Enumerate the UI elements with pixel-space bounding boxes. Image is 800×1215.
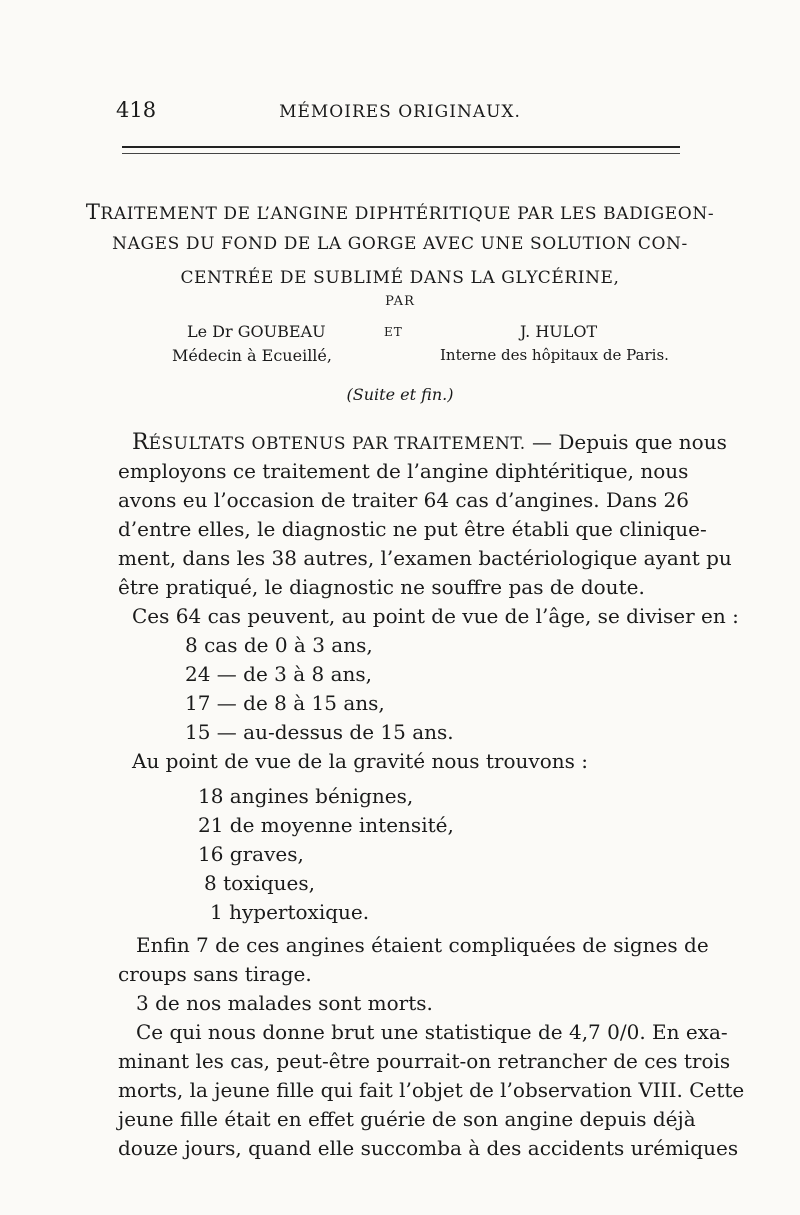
author-1-role: Médecin à Ecueillé, (172, 346, 332, 365)
list-item: 24 — de 3 à 8 ans, (185, 662, 373, 686)
continuation-note: (Suite et fin.) (346, 385, 454, 404)
header-rule-thick (122, 146, 680, 148)
article-title-line-1: TRAITEMENT DE L’ANGINE DIPHTÉRITIQUE PAR LES BADIGEON- (85, 200, 715, 224)
article-title-line-3: CENTRÉE DE SUBLIMÉ DANS LA GLYCÉRINE, (180, 268, 620, 288)
paragraph-line: ment, dans les 38 autres, l’examen bactériologique ayant pu (118, 546, 732, 570)
paragraph-line: employons ce traitement de l’angine diphtéritique, nous (118, 459, 689, 483)
list-item: 8 toxiques, (204, 871, 315, 895)
author-2-name: J. HULOT (520, 322, 598, 341)
paragraph-line: RÉSULTATS OBTENUS PAR TRAITEMENT. — Depuis que nous (132, 430, 727, 455)
article-title-line-2: NAGES DU FOND DE LA GORGE AVEC UNE SOLUTION CON- (112, 234, 688, 254)
paragraph-line: d’entre elles, le diagnostic ne put être établi que clinique- (118, 517, 707, 541)
paragraph-line: morts, la jeune fille qui fait l’objet de l’observation VIII. Cette (118, 1078, 745, 1102)
running-title: MÉMOIRES ORIGINAUX. (279, 102, 521, 122)
page-number: 418 (116, 98, 157, 122)
list-item: 15 — au-dessus de 15 ans. (185, 720, 454, 744)
author-1-name: Le Dr GOUBEAU (187, 322, 326, 341)
paragraph-line: Ces 64 cas peuvent, au point de vue de l’âge, se diviser en : (132, 604, 739, 628)
paragraph-line: avons eu l’occasion de traiter 64 cas d’angines. Dans 26 (118, 488, 689, 512)
list-item: 17 — de 8 à 15 ans, (185, 691, 385, 715)
list-item: 8 cas de 0 à 3 ans, (185, 633, 373, 657)
paragraph-line: minant les cas, peut-être pourrait-on retrancher de ces trois (118, 1049, 731, 1073)
list-item: 18 angines bénignes, (198, 784, 414, 808)
paragraph-line: douze jours, quand elle succomba à des accidents urémiques (118, 1136, 739, 1160)
paragraph-line: 3 de nos malades sont morts. (136, 991, 433, 1015)
paragraph-line: Au point de vue de la gravité nous trouvons : (132, 749, 588, 773)
paragraph-line: Ce qui nous donne brut une statistique de 4,7 0/0. En exa- (136, 1020, 728, 1044)
list-item: 21 de moyenne intensité, (198, 813, 454, 837)
list-item: 1 hypertoxique. (210, 900, 370, 924)
paragraph-line: être pratiqué, le diagnostic ne souffre pas de doute. (118, 575, 645, 599)
header-rule-thin (122, 153, 680, 154)
byline-et: ET (384, 325, 403, 339)
author-2-role: Interne des hôpitaux de Paris. (440, 346, 669, 364)
paragraph-line: jeune fille était en effet guérie de son angine depuis déjà (118, 1107, 696, 1131)
paragraph-line: Enfin 7 de ces angines étaient compliquées de signes de (136, 933, 709, 957)
paragraph-line: croups sans tirage. (118, 962, 312, 986)
byline-par: PAR (385, 294, 415, 309)
list-item: 16 graves, (198, 842, 304, 866)
